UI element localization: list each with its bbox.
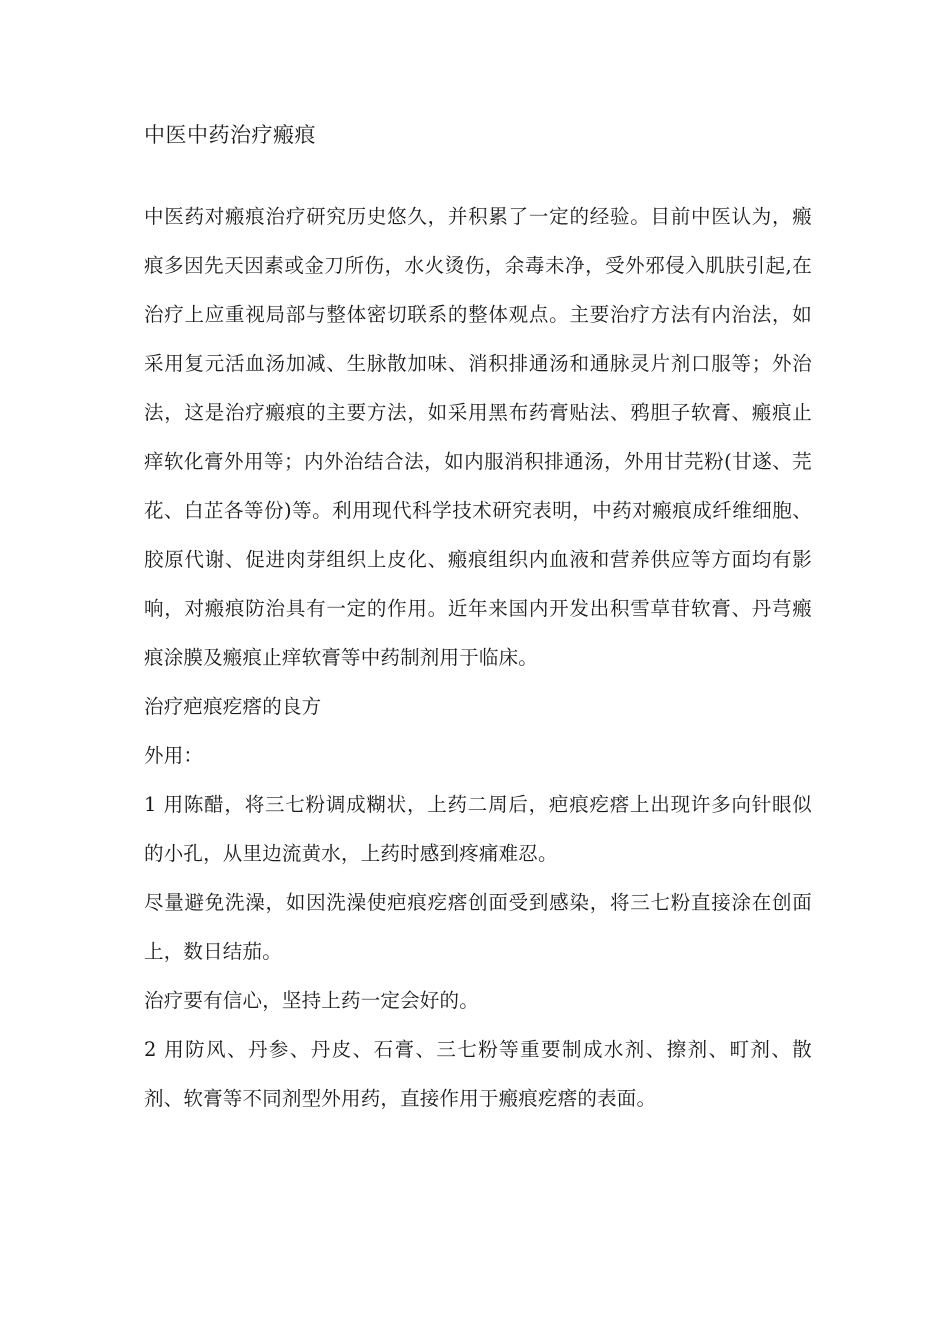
external-use-label: 外用：	[144, 744, 204, 767]
document-title: 中医中药治疗瘢痕	[144, 123, 316, 147]
bathing-advice-paragraph: 尽量避免洗澡，如因洗澡使疤痕疙瘩创面受到感染，将三七粉直接涂在创面上，数日结茄。	[144, 891, 812, 963]
intro-paragraph: 中医药对瘢痕治疗研究历史悠久，并积累了一定的经验。目前中医认为，瘢痕多因先天因素或金刀所伤，水火烫伤，余毒未净，受外邪侵入肌肤引起,在治疗上应重视局部与整体密切联系的整体观点。主要治疗方法有内治法，如采用复元活血汤加减、生脉散加味、消积排通汤和通脉灵片剂口服等；外治法，这是治疗瘢痕的主要方法，如采用黑布药膏贴法、鸦胆子软膏、瘢痕止痒软化膏外用等；内外治结合法，如内服消积排通汤，外用甘芫粉(甘遂、芫花、白芷各等份)等。利用现代科学技术研究表明，中药对瘢痕成纤维细胞、胶原代谢、促进肉芽组织上皮化、瘢痕组织内血液和营养供应等方面均有影响，对瘢痕防治具有一定的作用。近年来国内开发出积雪草苷软膏、丹芎瘢痕涂膜及瘢痕止痒软膏等中药制剂用于临床。	[144, 205, 812, 669]
section-heading: 治疗疤痕疙瘩的良方	[144, 695, 322, 718]
confidence-paragraph: 治疗要有信心，坚持上药一定会好的。	[144, 989, 479, 1012]
remedy-2-paragraph: 2 用防风、丹参、丹皮、石膏、三七粉等重要制成水剂、擦剂、町剂、散剂、软膏等不同剂型外用药，直接作用于瘢痕疙瘩的表面。	[144, 1038, 812, 1110]
document-body	[144, 118, 812, 1123]
remedy-1-paragraph: 1 用陈醋，将三七粉调成糊状，上药二周后，疤痕疙瘩上出现许多向针眼似的小孔，从里边流黄水，上药时感到疼痛难忍。	[144, 793, 812, 865]
